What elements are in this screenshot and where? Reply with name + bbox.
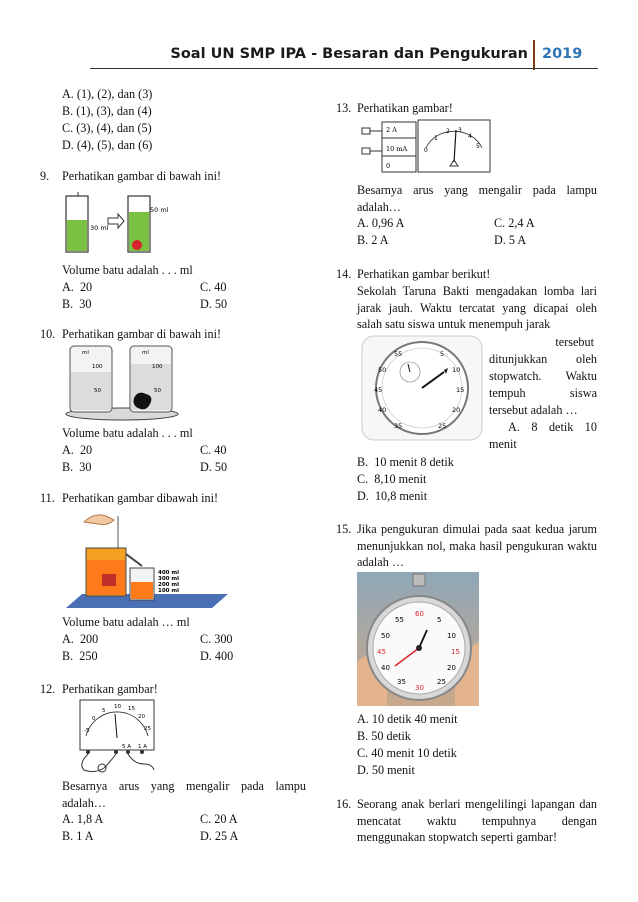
svg-text:5: 5	[437, 616, 442, 624]
svg-text:45: 45	[377, 648, 386, 656]
q14-side-line-2: ditunjukkan oleh	[489, 352, 597, 366]
q10-option-d: D. 50	[200, 460, 228, 474]
q14-option-c: C. 8,10 menit	[357, 472, 427, 486]
svg-text:15: 15	[128, 706, 135, 712]
q10-option-c: C. 40	[200, 443, 227, 457]
q15-option-b: B. 50 detik	[357, 729, 411, 743]
svg-text:5: 5	[102, 708, 106, 714]
q15-number: 15.	[336, 522, 352, 536]
header-divider	[533, 40, 535, 70]
svg-text:25: 25	[438, 422, 447, 430]
svg-text:20: 20	[452, 406, 461, 414]
q9-cylinders-figure	[62, 190, 172, 256]
q16-number: 16.	[336, 797, 352, 811]
q11-option-d: D. 400	[200, 649, 234, 663]
svg-text:25: 25	[437, 678, 446, 686]
q12-prompt: Besarnya arus yang mengalir pada lampu adalah…	[62, 779, 306, 810]
svg-text:100: 100	[92, 364, 103, 370]
q15-option-c: C. 40 menit 10 detik	[357, 746, 457, 760]
svg-text:1: 1	[434, 135, 438, 142]
q10-number: 10.	[40, 327, 56, 341]
q12-option-d: D. 25 A	[200, 829, 239, 843]
q15-option-a: A. 10 detik 40 menit	[357, 712, 458, 726]
q14-side-line-3: stopwatch. Waktu	[489, 369, 597, 383]
svg-text:0: 0	[424, 147, 428, 154]
q15-stopwatch-photo	[357, 572, 479, 706]
q9-label-left: 30 ml	[90, 224, 109, 232]
svg-text:2 A: 2 A	[386, 126, 397, 134]
q13-option-b: B. 2 A	[357, 233, 389, 247]
svg-text:3: 3	[458, 127, 462, 134]
q9-option-d: D. 50	[200, 297, 228, 311]
q9-prompt: Volume batu adalah . . . ml	[62, 263, 193, 277]
q11-stem: Perhatikan gambar dibawah ini!	[62, 491, 219, 505]
header-rule	[90, 68, 598, 69]
svg-text:45: 45	[374, 386, 383, 394]
q11-number: 11.	[40, 491, 55, 505]
q11-overflow-can-figure	[62, 508, 232, 612]
svg-text:50: 50	[378, 366, 387, 374]
svg-text:100: 100	[152, 364, 163, 370]
svg-text:200 ml: 200 ml	[158, 582, 180, 588]
q14-stem: Perhatikan gambar berikut!	[357, 267, 491, 281]
q11-option-a: A. 200	[62, 632, 99, 646]
q14-side-line-4: tempuh siswa	[489, 386, 597, 400]
svg-text:1 A: 1 A	[138, 744, 148, 750]
svg-text:55: 55	[395, 616, 404, 624]
svg-text:300 ml: 300 ml	[158, 576, 180, 582]
q13-option-d: D. 5 A	[494, 233, 527, 247]
svg-text:0: 0	[92, 716, 96, 722]
q12-ammeter-figure	[72, 698, 162, 778]
svg-text:50: 50	[154, 388, 161, 394]
q8-option-b: B. (1), (3), dan (4)	[62, 104, 152, 118]
q9-option-a: A. 20	[62, 280, 93, 294]
svg-text:40: 40	[378, 406, 387, 414]
svg-text:40: 40	[381, 664, 390, 672]
svg-text:5 A: 5 A	[122, 744, 132, 750]
svg-text:5: 5	[440, 350, 445, 358]
q11-prompt: Volume batu adalah … ml	[62, 615, 190, 629]
svg-text:35: 35	[394, 422, 403, 430]
q13-option-c: C. 2,4 A	[494, 216, 535, 230]
q13-stem: Perhatikan gambar!	[357, 101, 453, 115]
q10-stem: Perhatikan gambar di bawah ini!	[62, 327, 222, 341]
q11-option-b: B. 250	[62, 649, 98, 663]
q16-stem: Seorang anak berlari mengelilingi lapangan dan mencatat waktu tempuhnya dengan menggunakan stopwatch seperti gambar!	[357, 797, 597, 844]
svg-text:10: 10	[114, 704, 121, 710]
q14-number: 14.	[336, 267, 352, 281]
svg-text:15: 15	[456, 386, 465, 394]
header-title: Soal UN SMP IPA - Besaran dan Pengukuran	[170, 46, 528, 62]
q13-number: 13.	[336, 101, 352, 115]
q10-option-b: B. 30	[62, 460, 92, 474]
page-header	[0, 40, 638, 70]
svg-text:55: 55	[394, 350, 403, 358]
q12-stem: Perhatikan gambar!	[62, 682, 158, 696]
q9-label-right: 50 ml	[150, 206, 169, 214]
svg-text:5: 5	[476, 143, 480, 150]
q14-side-line-1: tersebut	[555, 335, 594, 349]
q14-option-d: D. 10,8 menit	[357, 489, 428, 503]
svg-text:100 ml: 100 ml	[158, 588, 180, 594]
svg-text:25: 25	[144, 726, 151, 732]
svg-text:4: 4	[468, 133, 472, 140]
q9-stem: Perhatikan gambar di bawah ini!	[62, 169, 222, 183]
q8-option-c: C. (3), (4), dan (5)	[62, 121, 152, 135]
q15-option-d: D. 50 menit	[357, 763, 415, 777]
q10-option-a: A. 20	[62, 443, 93, 457]
header-year: 2019	[542, 46, 583, 62]
q8-option-d: D. (4), (5), dan (6)	[62, 138, 153, 152]
q13-prompt: Besarnya arus yang mengalir pada lampu adalah…	[357, 183, 597, 214]
q13-option-a: A. 0,96 A	[357, 216, 405, 230]
svg-text:20: 20	[447, 664, 456, 672]
svg-text:50: 50	[94, 388, 101, 394]
svg-text:2: 2	[446, 128, 450, 135]
svg-text:20: 20	[138, 714, 145, 720]
svg-text:-5: -5	[84, 728, 90, 734]
q14-stopwatch-figure	[360, 334, 484, 442]
svg-text:ml: ml	[82, 350, 89, 356]
svg-text:15: 15	[451, 648, 460, 656]
q14-side-line-5: tersebut adalah …	[489, 403, 578, 417]
q15-stem: Jika pengukuran dimulai pada saat kedua jarum menunjukkan nol, maka hasil pengukuran waktu adalah …	[357, 522, 597, 569]
q11-option-c: C. 300	[200, 632, 233, 646]
q12-number: 12.	[40, 682, 56, 696]
svg-text:ml: ml	[142, 350, 149, 356]
svg-text:10: 10	[452, 366, 461, 374]
q9-option-c: C. 40	[200, 280, 227, 294]
svg-text:30: 30	[415, 684, 424, 692]
q14-option-a-cont: menit	[489, 437, 517, 451]
q8-option-a: A. (1), (2), dan (3)	[62, 87, 153, 101]
q9-number: 9.	[40, 169, 50, 183]
q12-option-c: C. 20 A	[200, 812, 238, 826]
q12-option-a: A. 1,8 A	[62, 812, 104, 826]
svg-text:10: 10	[447, 632, 456, 640]
q9-option-b: B. 30	[62, 297, 92, 311]
q10-cylinders-figure	[62, 342, 182, 420]
svg-text:60: 60	[415, 610, 424, 618]
q10-prompt: Volume batu adalah . . . ml	[62, 426, 193, 440]
q14-body: Sekolah Taruna Bakti mengadakan lomba lari jarak jauh. Waktu tercatat yang dicapai oleh salah satu siswa untuk menempuh jarak	[357, 284, 597, 331]
svg-text:0: 0	[386, 162, 391, 170]
q12-option-b: B. 1 A	[62, 829, 94, 843]
svg-text:10 mA: 10 mA	[386, 145, 408, 153]
q14-option-a: A. 8 detik 10	[508, 420, 597, 434]
svg-text:50: 50	[381, 632, 390, 640]
q14-option-b: B. 10 menit 8 detik	[357, 455, 454, 469]
svg-text:35: 35	[397, 678, 406, 686]
svg-text:400 ml: 400 ml	[158, 570, 180, 576]
q13-ammeter-figure	[360, 118, 492, 174]
